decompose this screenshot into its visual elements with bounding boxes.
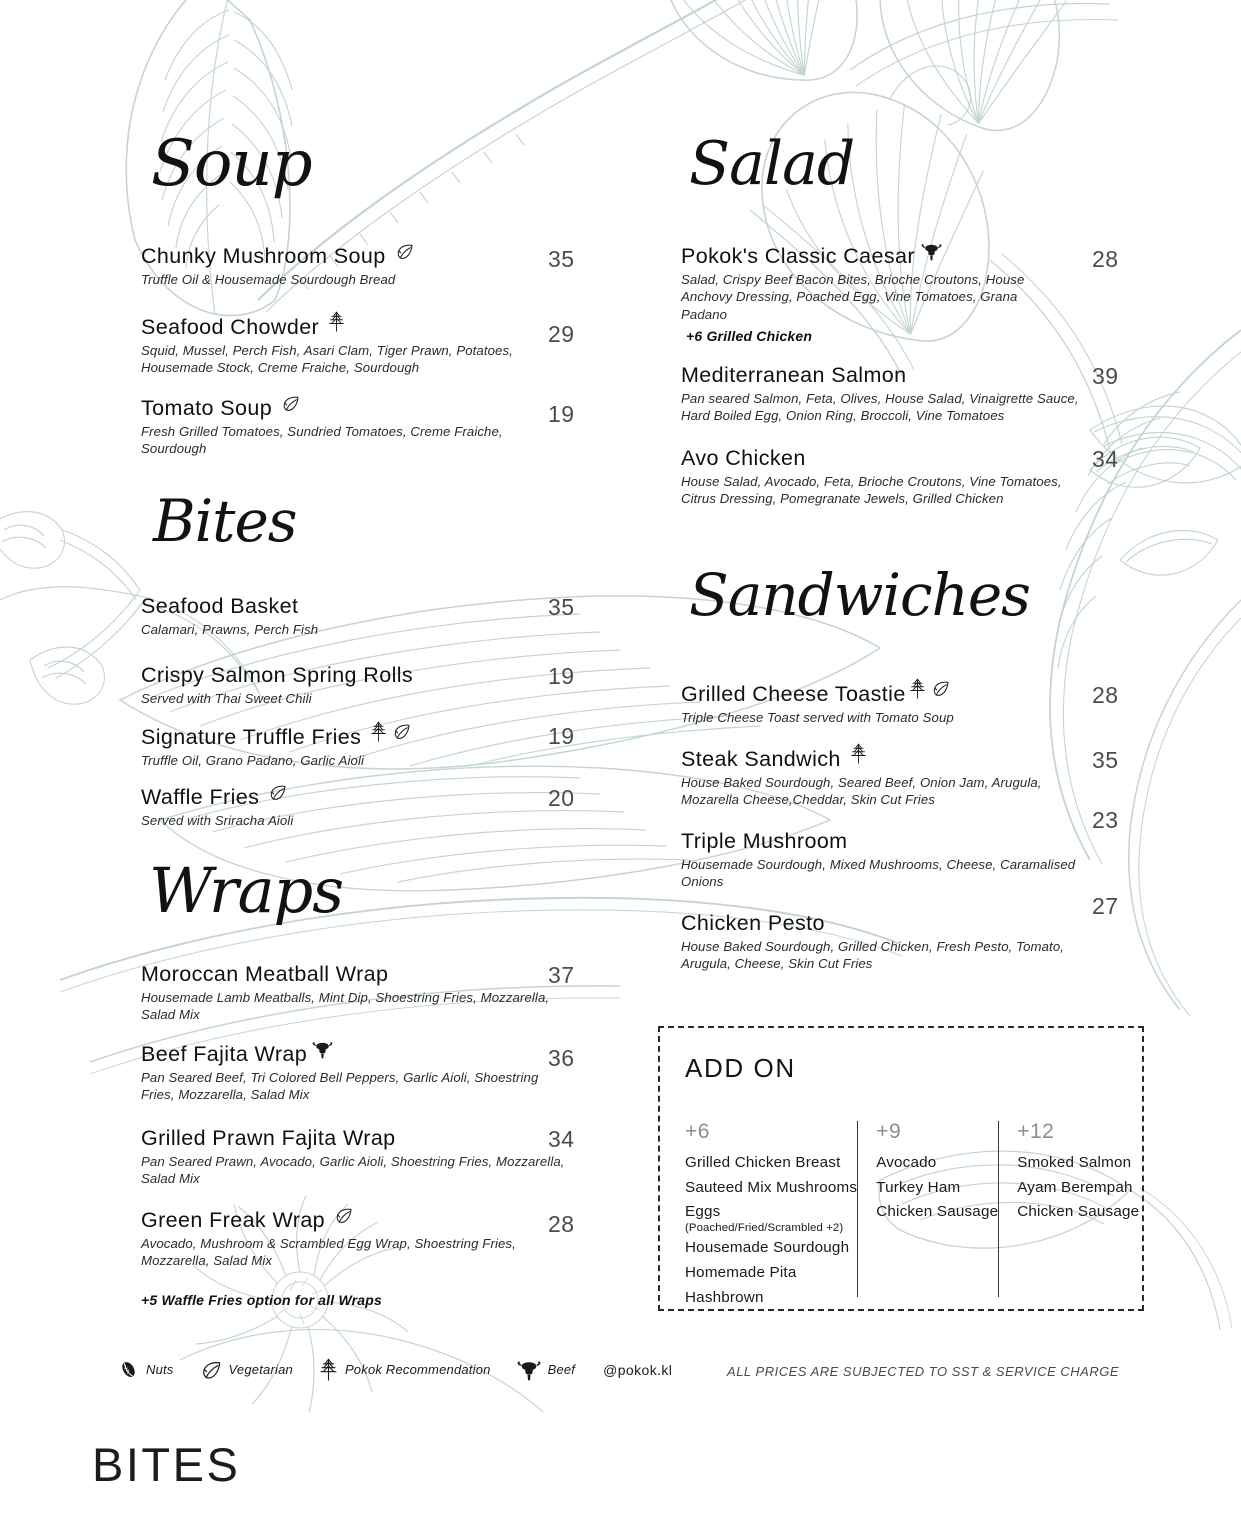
dish-price: 23 bbox=[1092, 807, 1119, 833]
cow-icon bbox=[921, 242, 942, 261]
leaf-icon bbox=[392, 722, 411, 741]
legend-label: Pokok Recommendation bbox=[344, 1362, 491, 1377]
dish-description: Truffle Oil & Housemade Sourdough Bread bbox=[141, 271, 396, 287]
section-heading-sandwiches: Sandwiches bbox=[689, 561, 1030, 629]
leaf-icon bbox=[268, 783, 287, 802]
menu-item-seafood-chowder[interactable] bbox=[141, 313, 611, 377]
tree-icon bbox=[328, 311, 345, 332]
menu-item-beef-fajita-wrap[interactable] bbox=[141, 1042, 611, 1104]
dish-name: Pokok's Classic Caesar bbox=[681, 244, 915, 268]
section-heading-soup: Soup bbox=[151, 127, 312, 201]
dish-name: Grilled Prawn Fajita Wrap bbox=[141, 1126, 396, 1150]
leaf-icon bbox=[395, 242, 414, 261]
menu-item-green-freak-wrap[interactable] bbox=[141, 1208, 611, 1270]
section-heading-bites: Bites bbox=[153, 487, 297, 555]
dish-price: 39 bbox=[1092, 363, 1119, 389]
tree-icon bbox=[370, 721, 387, 742]
legend-item-beef bbox=[517, 1359, 576, 1381]
add-on-item[interactable]: Sauteed Mix Mushrooms bbox=[685, 1178, 858, 1196]
menu-item-triple-mushroom[interactable] bbox=[681, 807, 1151, 891]
menu-item-pokoks-classic-caesar[interactable] bbox=[681, 244, 1151, 344]
menu-item-seafood-basket[interactable] bbox=[141, 594, 611, 638]
legend-label: Beef bbox=[547, 1362, 576, 1377]
dish-name: Grilled Cheese Toastie bbox=[681, 682, 906, 706]
dish-icons bbox=[312, 1040, 333, 1059]
menu-item-mediterranean-salmon[interactable] bbox=[681, 363, 1151, 425]
dish-price: 20 bbox=[548, 785, 575, 811]
nut-icon bbox=[118, 1359, 139, 1380]
dish-name: Waffle Fries bbox=[141, 785, 260, 809]
legend-label: Nuts bbox=[146, 1362, 174, 1377]
dish-icons bbox=[281, 394, 300, 413]
dish-name: Signature Truffle Fries bbox=[141, 725, 362, 749]
dish-price: 35 bbox=[548, 594, 575, 620]
menu-item-tomato-soup[interactable] bbox=[141, 396, 611, 458]
social-handle[interactable]: @pokok.kl bbox=[603, 1361, 673, 1378]
leaf-icon bbox=[281, 394, 300, 413]
add-on-item[interactable]: Smoked Salmon bbox=[1017, 1154, 1132, 1171]
menu-item-steak-sandwich[interactable] bbox=[681, 745, 1151, 809]
menu-item-moroccan-meatball-wrap[interactable] bbox=[141, 962, 611, 1024]
menu-item-chunky-mushroom-soup[interactable] bbox=[141, 244, 611, 288]
dish-price: 19 bbox=[548, 663, 575, 689]
legend-label: Vegetarian bbox=[228, 1362, 293, 1377]
leaf-icon bbox=[334, 1206, 353, 1225]
leaf-icon bbox=[931, 679, 950, 698]
dish-icons bbox=[921, 242, 942, 261]
dish-icons bbox=[370, 721, 411, 742]
add-on-item[interactable]: Chicken Sausage bbox=[1017, 1203, 1140, 1221]
dish-description: Salad, Crispy Beef Bacon Bites, Brioche Croutons, House Anchovy Dressing, Poached Egg, Vine Tomatoes, Grana Padano bbox=[681, 271, 1025, 323]
dish-icons bbox=[395, 242, 414, 261]
dish-name: Mediterranean Salmon bbox=[681, 363, 907, 387]
legend bbox=[118, 1358, 672, 1381]
cow-icon bbox=[312, 1040, 333, 1059]
menu-item-grilled-prawn-fajita-wrap[interactable] bbox=[141, 1126, 611, 1188]
dish-price: 35 bbox=[548, 246, 575, 272]
add-on-item[interactable]: Turkey Ham bbox=[876, 1178, 961, 1196]
dish-addon-note: +6 Grilled Chicken bbox=[686, 328, 813, 345]
dish-name: Beef Fajita Wrap bbox=[141, 1042, 308, 1066]
menu-item-signature-truffle-fries[interactable] bbox=[141, 723, 611, 769]
dish-description: Pan Seared Beef, Tri Colored Bell Peppers, Garlic Aioli, Shoestring Fries, Mozzarella, Salad Mix bbox=[141, 1069, 539, 1103]
dish-description: House Baked Sourdough, Seared Beef, Onion Jam, Arugula, Mozarella Cheese,Cheddar, Skin Cut Fries bbox=[681, 774, 1042, 808]
menu-item-crispy-salmon-spring-rolls[interactable] bbox=[141, 663, 611, 707]
add-on-group-price: +12 bbox=[1017, 1120, 1055, 1143]
legend-item-vegetarian bbox=[200, 1359, 293, 1381]
dish-description: Served with Sriracha Aioli bbox=[141, 812, 294, 828]
dish-icons bbox=[850, 743, 867, 764]
add-on-group-9 bbox=[857, 1121, 998, 1297]
dish-description: Squid, Mussel, Perch Fish, Asari Clam, Tiger Prawn, Potatoes, Housemade Stock, Creme Fraiche, Sourdough bbox=[141, 342, 513, 376]
cow-icon bbox=[517, 1359, 541, 1381]
add-on-item[interactable]: Grilled Chicken Breast bbox=[685, 1154, 841, 1171]
dish-icons bbox=[328, 311, 345, 332]
dish-description: Fresh Grilled Tomatoes, Sundried Tomatoes, Creme Fraiche, Sourdough bbox=[141, 423, 503, 457]
dish-price: 36 bbox=[548, 1045, 575, 1071]
dish-description: Triple Cheese Toast served with Tomato Soup bbox=[681, 709, 954, 725]
add-on-item[interactable]: Housemade Sourdough bbox=[685, 1239, 850, 1257]
page-title: BITES bbox=[92, 1438, 241, 1491]
dish-description: Housemade Lamb Meatballs, Mint Dip, Shoestring Fries, Mozzarella, Salad Mix bbox=[141, 989, 550, 1023]
dish-name: Triple Mushroom bbox=[681, 829, 848, 853]
dish-price: 28 bbox=[1092, 246, 1119, 272]
dish-name: Chicken Pesto bbox=[681, 911, 825, 935]
tree-icon bbox=[850, 743, 867, 764]
dish-price: 37 bbox=[548, 962, 575, 988]
add-on-group-6 bbox=[685, 1121, 857, 1310]
wraps-note: +5 Waffle Fries option for all Wraps bbox=[141, 1292, 382, 1308]
dish-price: 19 bbox=[548, 401, 575, 427]
dish-description: Avocado, Mushroom & Scrambled Egg Wrap, Shoestring Fries, Mozzarella, Salad Mix bbox=[141, 1235, 516, 1269]
add-on-item[interactable]: Hashbrown bbox=[685, 1288, 764, 1306]
dish-name: Seafood Chowder bbox=[141, 315, 320, 339]
dish-name: Steak Sandwich bbox=[681, 747, 841, 771]
dish-description: Pan seared Salmon, Feta, Olives, House Salad, Vinaigrette Sauce, Hard Boiled Egg, Onion Ring, Broccoli, Vine Tomatoes bbox=[681, 390, 1079, 424]
dish-description: Housemade Sourdough, Mixed Mushrooms, Cheese, Caramalised Onions bbox=[681, 856, 1076, 890]
add-on-item[interactable]: Chicken Sausage bbox=[876, 1203, 999, 1221]
dish-description: House Baked Sourdough, Grilled Chicken, Fresh Pesto, Tomato, Arugula, Cheese, Skin Cut Fries bbox=[681, 938, 1065, 972]
legend-item-nuts bbox=[118, 1359, 174, 1380]
section-heading-wraps: Wraps bbox=[149, 854, 344, 927]
add-on-panel bbox=[658, 1026, 1144, 1311]
dish-price: 19 bbox=[548, 723, 575, 749]
dish-description: House Salad, Avocado, Feta, Brioche Croutons, Vine Tomatoes, Citrus Dressing, Pomegranate Jewels, Grilled Chicken bbox=[681, 473, 1062, 507]
dish-description: Calamari, Prawns, Perch Fish bbox=[141, 621, 319, 637]
dish-price: 28 bbox=[548, 1211, 575, 1237]
dish-icons bbox=[334, 1206, 353, 1225]
add-on-group-12 bbox=[998, 1121, 1139, 1297]
dish-icons bbox=[909, 678, 950, 699]
add-on-group-price: +6 bbox=[685, 1120, 710, 1143]
legend-item-pokok-recommendation bbox=[319, 1358, 491, 1381]
dish-name: Green Freak Wrap bbox=[141, 1208, 326, 1232]
dish-description: Pan Seared Prawn, Avocado, Garlic Aioli, Shoestring Fries, Mozzarella, Salad Mix bbox=[141, 1153, 565, 1187]
dish-price: 34 bbox=[1092, 446, 1119, 472]
price-disclaimer: ALL PRICES ARE SUBJECTED TO SST & SERVICE CHARGE bbox=[727, 1364, 1119, 1379]
dish-name: Chunky Mushroom Soup bbox=[141, 244, 386, 268]
dish-name: Crispy Salmon Spring Rolls bbox=[141, 663, 414, 687]
section-heading-salad: Salad bbox=[689, 129, 855, 199]
dish-price: 27 bbox=[1092, 893, 1119, 919]
dish-name: Avo Chicken bbox=[681, 446, 806, 470]
dish-price: 29 bbox=[548, 321, 575, 347]
menu-item-avo-chicken[interactable] bbox=[681, 446, 1151, 508]
dish-price: 35 bbox=[1092, 747, 1119, 773]
leaf-icon bbox=[200, 1359, 222, 1381]
dish-description: Truffle Oil, Grano Padano, Garlic Aioli bbox=[141, 752, 365, 768]
tree-icon bbox=[319, 1358, 338, 1381]
dish-icons bbox=[268, 783, 287, 802]
menu-item-grilled-cheese-toastie[interactable] bbox=[681, 680, 1151, 726]
add-on-item[interactable]: Homemade Pita bbox=[685, 1264, 797, 1282]
add-on-title: ADD ON bbox=[685, 1053, 796, 1083]
add-on-columns bbox=[685, 1120, 1140, 1310]
add-on-item-note: (Poached/Fried/Scrambled +2) bbox=[685, 1221, 844, 1234]
dish-name: Seafood Basket bbox=[141, 594, 299, 618]
add-on-item[interactable]: Ayam Berempah bbox=[1017, 1178, 1133, 1196]
tree-icon bbox=[909, 678, 926, 699]
dish-price: 34 bbox=[548, 1126, 575, 1152]
add-on-item[interactable]: Avocado bbox=[876, 1154, 937, 1171]
add-on-item[interactable]: Eggs bbox=[685, 1203, 721, 1221]
menu-item-chicken-pesto[interactable] bbox=[681, 893, 1151, 973]
menu-item-waffle-fries[interactable] bbox=[141, 785, 611, 829]
dish-price: 28 bbox=[1092, 682, 1119, 708]
dish-name: Moroccan Meatball Wrap bbox=[141, 962, 389, 986]
add-on-group-price: +9 bbox=[876, 1120, 902, 1143]
dish-description: Served with Thai Sweet Chili bbox=[141, 690, 312, 706]
dish-name: Tomato Soup bbox=[141, 396, 273, 420]
